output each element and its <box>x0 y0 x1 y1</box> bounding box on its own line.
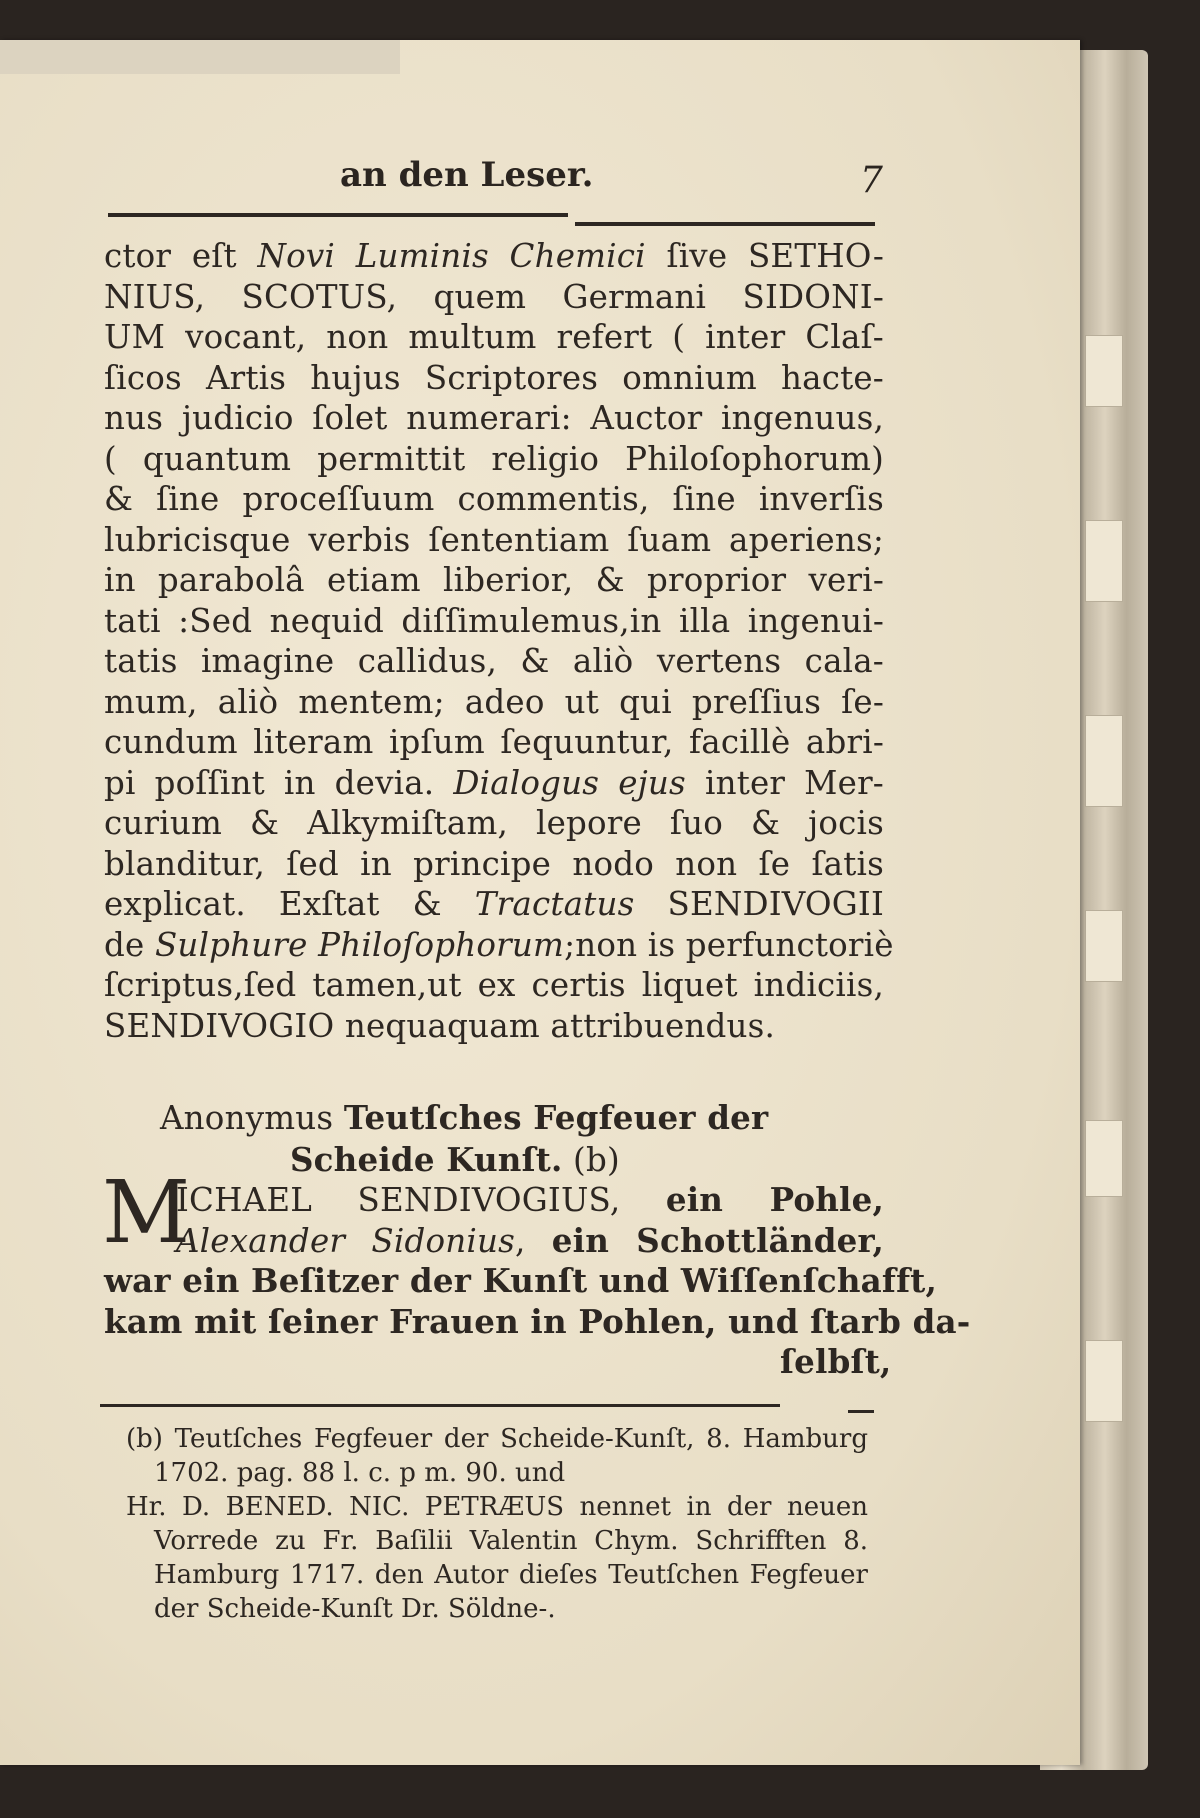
footnote-line: der Scheide-Kunſt Dr. Söldne-. <box>154 1594 556 1624</box>
footnote-rule <box>100 1404 780 1407</box>
text-segment: ſcriptus,ſed tamen,ut ex certis liquet indiciis, <box>104 966 884 1004</box>
text-segment: Tractatus <box>474 885 635 923</box>
text-line <box>104 763 884 803</box>
footnote-line: 1702. pag. 88 l. c. p m. 90. und <box>154 1458 566 1488</box>
text-line <box>104 277 884 317</box>
text-segment: ICHAEL SENDIVOGIUS, <box>176 1181 666 1219</box>
text-line <box>290 1140 890 1180</box>
text-segment: ein Schottländer, <box>551 1220 884 1260</box>
text-segment: ein Pohle, <box>665 1180 884 1219</box>
text-line <box>104 520 884 560</box>
page-tab <box>1085 520 1123 602</box>
text-line <box>104 1006 884 1046</box>
text-segment: tati :Sed nequid diſſimulemus,in illa ingenui- <box>104 601 884 640</box>
text-segment: inter Mer- <box>685 763 884 802</box>
text-segment: cundum literam ipſum ſequuntur, facillè abri- <box>104 723 884 761</box>
text-line <box>104 925 894 965</box>
running-head: an den Leser. <box>340 155 594 195</box>
text-line <box>104 358 884 398</box>
text-segment: explicat. Exſtat & <box>104 885 475 923</box>
text-segment: lubricisque verbis ſententiam ſuam aperiens; <box>104 520 884 559</box>
text-segment: tatis imagine callidus, & aliò vertens cala- <box>104 642 884 680</box>
page-tab <box>1085 335 1123 407</box>
text-line <box>104 641 884 681</box>
text-line <box>104 803 884 843</box>
text-segment: kam mit ſeiner Frauen in Pohlen, und ſtarb da- <box>104 1301 971 1341</box>
footnote-line: Hamburg 1717. den Autor dieſes Teutſchen Fegfeuer <box>154 1560 868 1590</box>
text-line <box>104 236 884 276</box>
header-rule-left <box>108 213 568 217</box>
page-tab <box>1085 1120 1123 1197</box>
text-segment: SENDIVOGII <box>634 885 884 923</box>
drop-cap: M <box>102 1163 191 1263</box>
text-line <box>104 1301 971 1342</box>
text-line <box>176 1180 884 1220</box>
text-line <box>176 1221 884 1261</box>
previous-page-edge <box>0 40 400 74</box>
text-line <box>780 1342 892 1382</box>
text-segment: Teutſches Fegfeuer der <box>343 1098 769 1137</box>
text-segment: Sulphure Philoſophorum <box>154 925 565 964</box>
text-segment: & ſine proceſſuum commentis, ſine inverſis <box>104 480 884 518</box>
text-segment: , <box>514 1221 552 1260</box>
text-line <box>104 722 884 762</box>
footnote-line: (b) Teutſches Fegfeuer der Scheide-Kunſt, 8. Hamburg <box>126 1424 868 1454</box>
text-line <box>104 439 884 479</box>
page-number: 7 <box>860 160 883 201</box>
text-segment: blanditur, ſed in principe nodo non ſe ſatis <box>104 844 884 883</box>
text-segment: de <box>104 925 155 964</box>
header-rule-right <box>575 222 875 226</box>
text-line <box>104 1261 938 1301</box>
text-line <box>104 398 884 438</box>
text-line <box>104 601 884 641</box>
text-line <box>104 844 884 884</box>
text-segment: NIUS, SCOTUS, quem Germani SIDONI- <box>104 277 884 316</box>
text-line <box>104 317 884 357</box>
text-segment: mum, aliò mentem; adeo ut qui preſſius ſe- <box>104 682 884 721</box>
text-segment: ( quantum permittit religio Philoſophorum) <box>104 439 884 478</box>
footnote-rule-short <box>848 1410 874 1413</box>
text-segment: Dialogus ejus <box>453 763 686 802</box>
text-segment: ſive SETHO- <box>645 237 884 275</box>
text-segment: ſicos Artis hujus Scriptores omnium hacte- <box>104 358 884 397</box>
footnote-line: Hr. D. BENED. NIC. PETRÆUS nennet in der neuen <box>126 1492 868 1522</box>
text-segment: nus judicio ſolet numerari: Auctor ingenuus, <box>104 399 884 437</box>
text-line <box>104 965 884 1005</box>
text-line <box>160 1098 880 1138</box>
text-segment: Scheide Kunſt. <box>290 1140 563 1179</box>
text-line <box>104 682 884 722</box>
text-segment: ;non is perfunctoriè <box>564 925 894 964</box>
text-segment: SENDIVOGIO nequaquam attribuendus. <box>104 1006 776 1045</box>
text-segment: UM vocant, non multum refert ( inter Claſ- <box>104 318 884 356</box>
text-segment: Alexander Sidonius <box>176 1221 515 1260</box>
page-tab <box>1085 910 1123 982</box>
text-segment: (b) <box>562 1141 620 1179</box>
text-segment: pi poſſint in devia. <box>104 763 454 802</box>
text-segment: in parabolâ etiam liberior, & proprior veri- <box>104 561 884 599</box>
text-line <box>104 560 884 600</box>
text-segment: Novi Luminis Chemici <box>257 237 646 275</box>
text-segment: ctor eſt <box>104 237 258 275</box>
page-tab <box>1085 715 1123 807</box>
footnote-line: Vorrede zu Fr. Baſilii Valentin Chym. Schrifften 8. <box>154 1526 868 1556</box>
text-segment: ſelbſt, <box>780 1342 892 1381</box>
text-line <box>104 884 884 924</box>
text-line <box>104 479 884 519</box>
text-segment: curium & Alkymiſtam, lepore ſuo & jocis <box>104 804 884 842</box>
text-segment: war ein Beſitzer der Kunſt und Wiſſenſchafft, <box>104 1261 938 1300</box>
text-segment: Anonymus <box>160 1099 344 1137</box>
page-tab <box>1085 1340 1123 1422</box>
